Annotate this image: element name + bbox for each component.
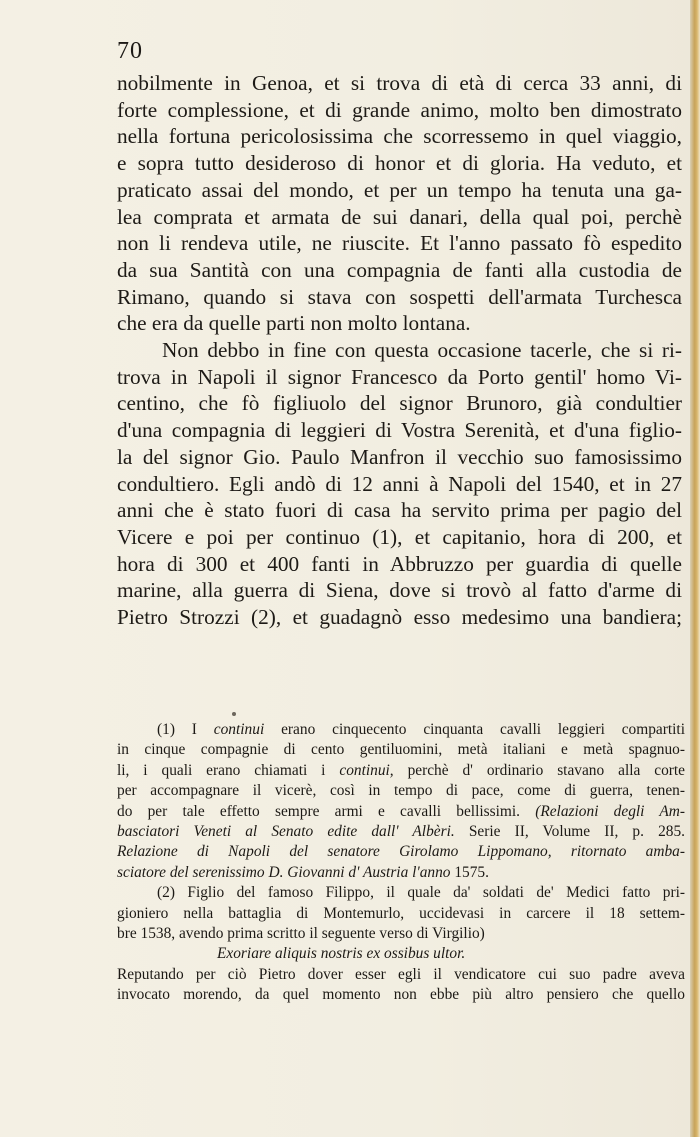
footnote-line: do per tale effetto sempre armi e cavalli bellissimi. (Relazioni degli Am- [117,802,686,820]
footnote-line: li, i quali erano chiamati i continui, perchè d' ordinario stavano alla corte [117,761,685,779]
text-line: forte complessione, et di grande animo, molto ben dimostrato [117,97,682,122]
footnote-line: basciatori Veneti al Senato edite dall' Albèri. Serie II, Volume II, p. 285. [117,823,686,841]
footnote-line: gioniero nella battaglia di Montemurlo, uccidevasi in carcere il 18 settem- [117,904,685,922]
footnotes [117,720,685,1006]
footnote-line: (1) I continui erano cinquecento cinquanta cavalli leggieri compartiti [157,721,685,738]
footnote-line: bre 1538, avendo prima scritto il seguente verso di Virgilio) [117,925,485,943]
text-line: nobilmente in Genoa, et si trova di età di cerca 33 anni, di [117,71,682,95]
text-line: hora di 300 et 400 fanti in Abbruzzo per guardia di quelle [117,551,682,576]
text-line: da sua Santità con una compagnia de fanti alla custodia de [117,257,682,282]
text-line: la del signor Gio. Paulo Manfron il vecchio suo famosissimo [117,444,682,469]
separator-dot [232,712,236,716]
text-line: lea comprata et armata de sui danari, della qual poi, perchè [117,204,682,229]
text-line: praticato assai del mondo, et per un tempo ha tenuta una ga- [117,177,682,202]
text-line: condultiero. Egli andò di 12 anni à Napoli del 1540, et in 27 [117,471,682,496]
footnote-line: in cinque compagnie di cento gentiluomini, metà italiani e metà spagnuo- [117,741,685,759]
footnote-line: Relazione di Napoli del senatore Girolamo Lippomano, ritornato amba- [117,843,685,861]
text-line: che era da quelle parti non molto lontana. [117,311,471,336]
footnote-line: (2) Figlio del famoso Filippo, il quale da' soldati de' Medici fatto pri- [157,884,685,902]
text-line: Pietro Strozzi (2), et guadagnò esso medesimo una bandiera; [117,605,682,630]
text-line: anni che è stato fuori di casa ha servito prima per pagio del [117,498,682,523]
footnote-verse: Exoriare aliquis nostris ex ossibus ultor. [217,945,466,963]
footnote-line: sciatore del serenissimo D. Giovanni d' Austria l'anno 1575. [117,863,489,881]
text-line: d'una compagnia di leggieri di Vostra Serenità, et d'una figlio- [117,418,682,443]
footnote-line: per accompagnare il vicerè, così in tempo di pace, come di guerra, tenen- [117,782,685,800]
footnote-line: invocato morendo, da quel momento non ebbe più altro pensiero che quello [117,986,685,1004]
text-line: nella fortuna pericolosissima che scorressemo in quel viaggio, [117,124,682,149]
text-line: non li rendeva utile, ne riuscite. Et l'anno passato fò espedito [117,231,682,256]
page-edge [690,0,700,1137]
text-line: centino, che fò figliuolo del signor Brunoro, già condultier [117,391,682,416]
text-line: trova in Napoli il signor Francesco da Porto gentil' homo Vi- [117,364,682,389]
footnote-line: Reputando per ciò Pietro dover esser egli il vendicatore cui suo padre aveva [117,965,685,983]
body-text [117,70,682,631]
text-line: Vicere e poi per continuo (1), et capitanio, hora di 200, et [117,524,682,549]
text-line: Non debbo in fine con questa occasione tacerle, che si ri- [162,338,682,363]
text-line: marine, alla guerra di Siena, dove si trovò al fatto d'arme di [117,578,682,603]
page-number: 70 [117,38,143,64]
text-line: e sopra tutto desideroso di honor et di gloria. Ha veduto, et [117,151,682,176]
text-line: Rimano, quando si stava con sospetti dell'armata Turchesca [117,284,682,309]
